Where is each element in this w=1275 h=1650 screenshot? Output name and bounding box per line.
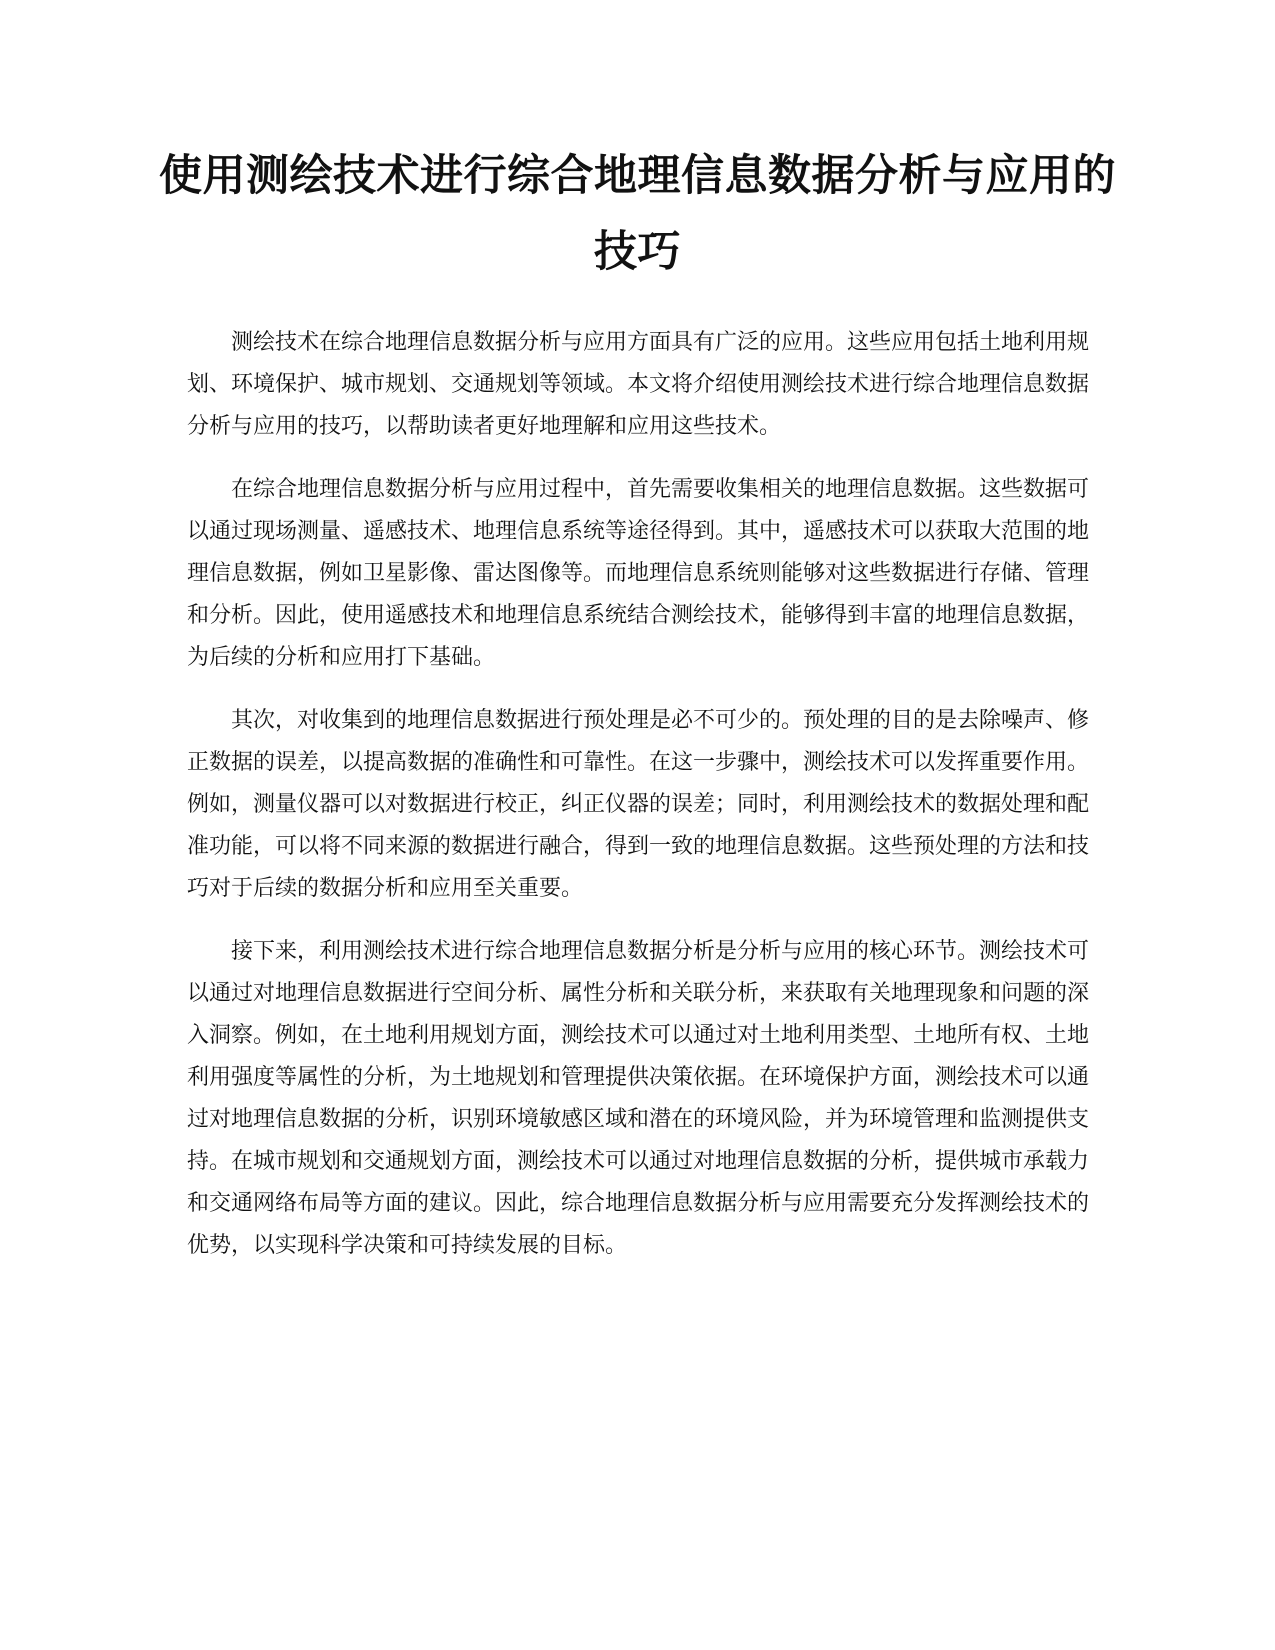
paragraph-1: 测绘技术在综合地理信息数据分析与应用方面具有广泛的应用。这些应用包括土地利用规划、环境保护、城市规划、交通规划等领域。本文将介绍使用测绘技术进行综合地理信息数据分析与应用的技巧，以帮助读者更好地理解和应用这些技术。 xyxy=(187,330,1090,439)
document-body xyxy=(187,322,1089,1288)
paragraph-3: 其次，对收集到的地理信息数据进行预处理是必不可少的。预处理的目的是去除噪声、修正数据的误差，以提高数据的准确性和可靠性。在这一步骤中，测绘技术可以发挥重要作用。例如，测量仪器可以对数据进行校正，纠正仪器的误差；同时，利用测绘技术的数据处理和配准功能，可以将不同来源的数据进行融合，得到一致的地理信息数据。这些预处理的方法和技巧对于后续的数据分析和应用至关重要。 xyxy=(187,708,1090,901)
paragraph-2: 在综合地理信息数据分析与应用过程中，首先需要收集相关的地理信息数据。这些数据可以通过现场测量、遥感技术、地理信息系统等途径得到。其中，遥感技术可以获取大范围的地理信息数据，例如卫星影像、雷达图像等。而地理信息系统则能够对这些数据进行存储、管理和分析。因此，使用遥感技术和地理信息系统结合测绘技术，能够得到丰富的地理信息数据，为后续的分析和应用打下基础。 xyxy=(187,477,1090,670)
paragraph-4: 接下来，利用测绘技术进行综合地理信息数据分析是分析与应用的核心环节。测绘技术可以通过对地理信息数据进行空间分析、属性分析和关联分析，来获取有关地理现象和问题的深入洞察。例如，在土地利用规划方面，测绘技术可以通过对土地利用类型、土地所有权、土地利用强度等属性的分析，为土地规划和管理提供决策依据。在环境保护方面，测绘技术可以通过对地理信息数据的分析，识别环境敏感区域和潜在的环境风险，并为环境管理和监测提供支持。在城市规划和交通规划方面，测绘技术可以通过对地理信息数据的分析，提供城市承载力和交通网络布局等方面的建议。因此，综合地理信息数据分析与应用需要充分发挥测绘技术的优势，以实现科学决策和可持续发展的目标。 xyxy=(187,939,1090,1258)
document-title: 使用测绘技术进行综合地理信息数据分析与应用的技巧 xyxy=(159,151,1116,277)
